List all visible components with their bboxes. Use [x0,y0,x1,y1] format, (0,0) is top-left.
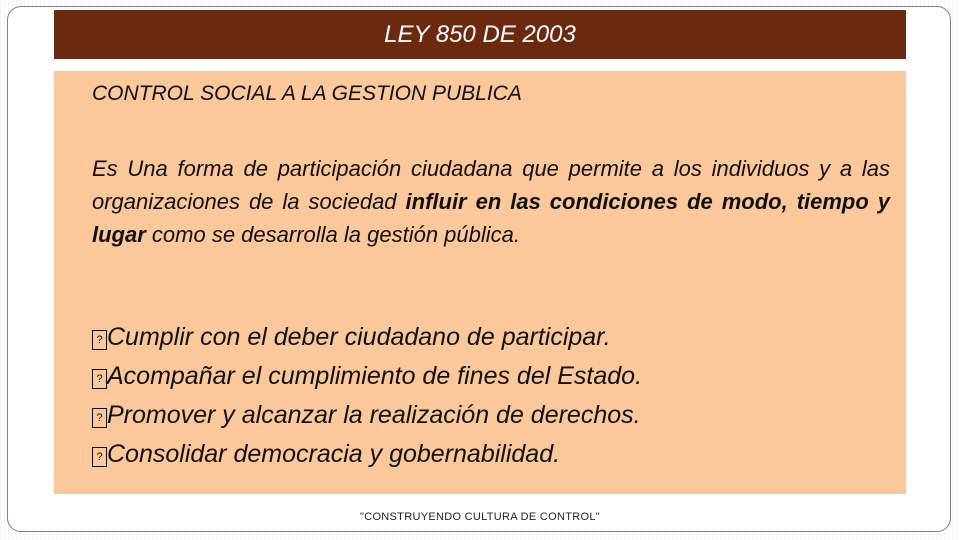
bullet-list [92,318,642,474]
missing-glyph-icon: ? [92,447,107,467]
definition-text-1: Es Una forma de participación ciudadana que permite a los individuos y a las organizaciones de la sociedad [92,156,890,214]
missing-glyph-icon: ? [92,408,107,428]
list-item [92,357,642,396]
missing-glyph-icon: ? [92,369,107,389]
definition-bold-text: influir en las condiciones de modo, tiempo y lugar [92,189,891,247]
title-bar [54,10,906,59]
bullet-text: Promover y alcanzar la realización de derechos. [107,401,641,429]
bullet-text: Cumplir con el deber ciudadano de participar. [107,323,611,351]
footer-text: "CONSTRUYENDO CULTURA DE CONTROL" [360,511,600,523]
list-item [92,435,642,474]
definition-text-2: como se desarrolla la gestión pública. [145,222,521,247]
bullet-text: Acompañar el cumplimiento de fines del Estado. [107,362,643,390]
missing-glyph-icon: ? [92,330,107,350]
definition-paragraph [92,152,890,251]
slide-title: LEY 850 DE 2003 [384,20,576,48]
list-item [92,318,642,357]
bullet-text: Consolidar democracia y gobernabilidad. [107,440,561,468]
list-item [92,396,642,435]
slide-subtitle: CONTROL SOCIAL A LA GESTION PUBLICA [92,82,522,105]
